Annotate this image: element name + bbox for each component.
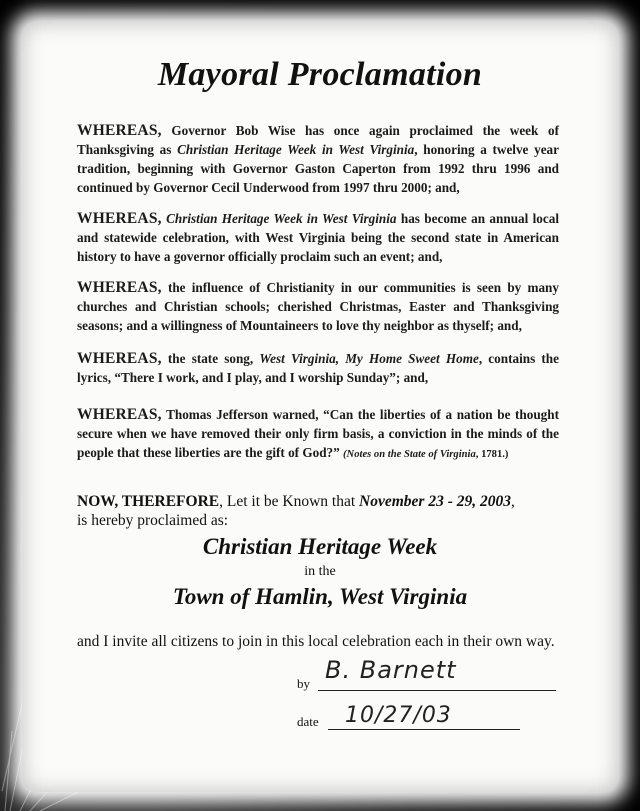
handwritten-date: 10/27/03 (345, 703, 452, 728)
by-label: by (297, 676, 310, 691)
whereas-text: , 1781.) (475, 449, 509, 460)
whereas-paragraph (77, 349, 559, 387)
signature-line (318, 690, 556, 691)
whereas-text: Governor Bob Wise has once again proclaimed the week of Thanksgiving as (77, 123, 559, 157)
whereas-text: , honoring a twelve year tradition, beginning with Governor Gaston Caperton from 1992 thru 1996 and continued by Governor Cecil Underwood from 1997 thru 2000; and, (77, 142, 560, 195)
now-therefore-mid: , Let it be Known that (219, 493, 360, 510)
whereas-lead: WHEREAS, (77, 122, 162, 139)
whereas-text: has become an annual local and statewide celebration, with West Virginia being the second state in American history to have a governor officially proclaim such an event; and, (77, 211, 560, 264)
whereas-text: (Notes on the State of Virginia (343, 449, 476, 460)
whereas-lead: WHEREAS, (77, 279, 162, 296)
whereas-lead: WHEREAS, (77, 350, 162, 367)
in-the-text: in the (304, 564, 336, 579)
whereas-text: West Virginia, My Home Sweet Home (259, 351, 479, 366)
whereas-paragraph (77, 209, 559, 266)
whereas-paragraph (77, 405, 559, 464)
invitation-text: and I invite all citizens to join in this local celebration each in their own way. (77, 633, 555, 650)
event-name: Christian Heritage Week (202, 534, 438, 559)
whereas-text: Christian Heritage Week in West Virginia (166, 211, 397, 226)
whereas-paragraph (77, 121, 559, 197)
date-line (328, 729, 520, 730)
whereas-text: Thomas Jefferson warned, “Can the liberties of a nation be thought secure when we have removed their only firm basis, a conviction in the minds of the people that these liberties are the gift of God?” (77, 407, 559, 460)
whereas-lead: WHEREAS, (77, 406, 162, 423)
proclaimed-as-line: is hereby proclaimed as: (77, 512, 229, 529)
signature: B. Barnett (325, 656, 457, 684)
whereas-text: the state song, (161, 351, 260, 366)
whereas-text: the influence of Christianity in our communities is seen by many churches and Christian schools; cherished Christmas, Easter and Thanksgiving seasons; and a willingness of Mountaineers to love thy neighbor as thyself; and, (77, 280, 559, 333)
proclamation-dates: November 23 - 29, 2003 (359, 493, 511, 510)
date-label: date (297, 714, 319, 729)
document-title: Mayoral Proclamation (157, 56, 483, 93)
now-therefore-lead: NOW, THEREFORE (77, 493, 220, 510)
now-therefore-tail: , (511, 493, 515, 510)
whereas-text: Christian Heritage Week in West Virginia (177, 142, 415, 157)
whereas-lead: WHEREAS, (77, 210, 162, 227)
whereas-paragraph (77, 278, 559, 335)
now-therefore-clause (77, 492, 577, 530)
town-name: Town of Hamlin, West Virginia (172, 584, 468, 609)
whereas-text: , contains the lyrics, “There I work, and I play, and I worship Sunday”; and, (77, 351, 559, 385)
